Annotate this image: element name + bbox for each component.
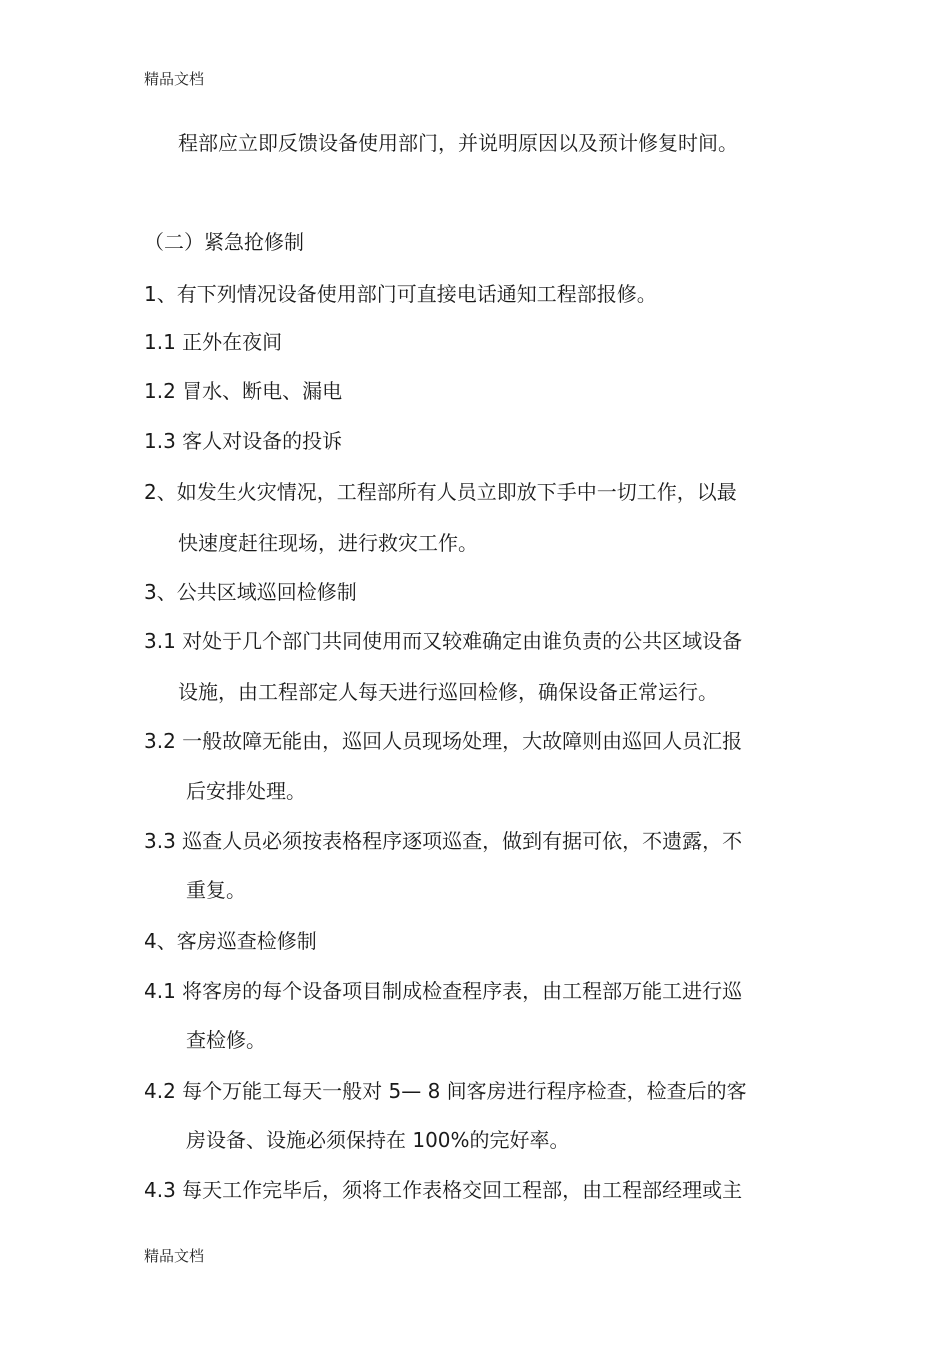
body-line-12: 3.2 一般故障无能由，巡回人员现场处理，大故障则由巡回人员汇报 [144,729,743,753]
body-line-13: 后安排处理。 [186,779,306,803]
body-line-11: 设施，由工程部定人每天进行巡回检修，确保设备正常运行。 [178,680,718,704]
body-line-4: 1.1 正外在夜间 [144,330,283,354]
body-line-14: 3.3 巡查人员必须按表格程序逐项巡查，做到有据可依，不遗露，不 [144,829,743,853]
body-line-8: 快速度赶往现场，进行救灾工作。 [178,531,478,555]
body-line-19: 4.2 每个万能工每天一般对 5— 8 间客房进行程序检查，检查后的客 [144,1079,747,1103]
body-line-6: 1.3 客人对设备的投诉 [144,429,343,453]
body-line-10: 3.1 对处于几个部门共同使用而又较难确定由谁负责的公共区域设备 [144,629,743,653]
body-line-5: 1.2 冒水、断电、漏电 [144,379,343,403]
page-footer: 精品文档 [144,1247,205,1265]
body-line-3: 1、有下列情况设备使用部门可直接电话通知工程部报修。 [144,282,657,306]
section-heading: （二）紧急抢修制 [144,230,304,254]
body-line-17: 4.1 将客房的每个设备项目制成检查程序表，由工程部万能工进行巡 [144,979,743,1003]
body-line-21: 4.3 每天工作完毕后，须将工作表格交回工程部，由工程部经理或主 [144,1178,743,1202]
body-line-16: 4、客房巡查检修制 [144,929,317,953]
body-line-20: 房设备、设施必须保持在 100%的完好率。 [186,1128,570,1152]
body-line-9: 3、公共区域巡回检修制 [144,580,357,604]
body-line-1: 程部应立即反馈设备使用部门，并说明原因以及预计修复时间。 [178,131,738,155]
body-line-18: 查检修。 [186,1028,266,1052]
body-line-7: 2、如发生火灾情况，工程部所有人员立即放下手中一切工作，以最 [144,480,737,504]
body-line-15: 重复。 [186,878,246,902]
page-header: 精品文档 [144,70,205,88]
